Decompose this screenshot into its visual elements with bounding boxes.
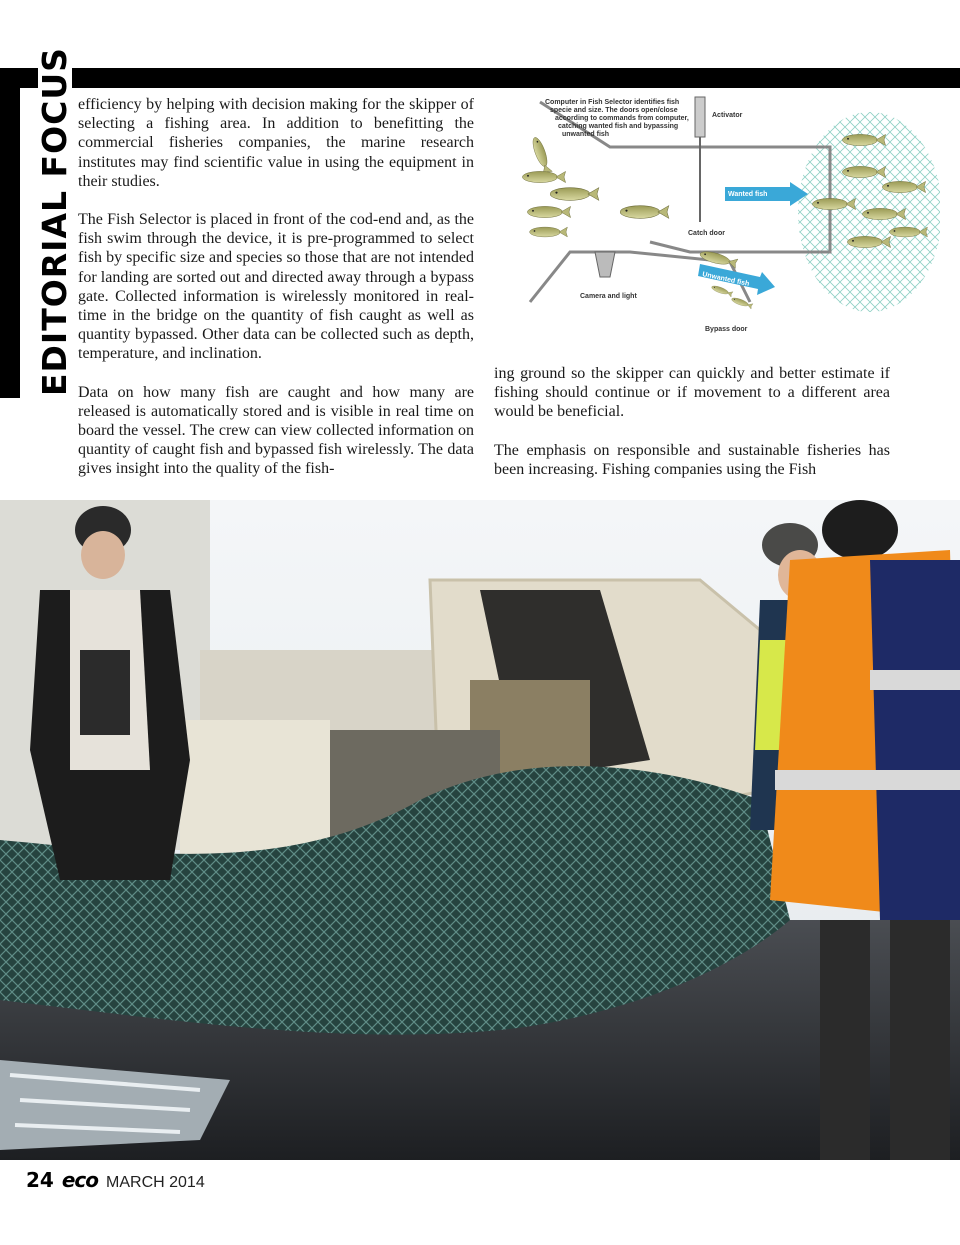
page-footer: [26, 1168, 205, 1198]
diagram-caption-line: unwanted fish: [562, 131, 610, 138]
diagram-caption-line: specie and size. The doors open/close: [550, 107, 678, 114]
paragraph: ing ground so the skipper can quickly and better estimate if fishing should continue or if movement to a different area would be beneficial.: [494, 365, 890, 421]
deck-photo: [0, 500, 960, 1160]
bypass-door-label: Bypass door: [705, 326, 748, 333]
paragraph: The emphasis on responsible and sustainable fisheries has been increasing. Fishing companies using the Fish: [494, 441, 890, 478]
section-label: EDITORIAL FOCUS: [38, 43, 72, 400]
paragraph: Data on how many fish are caught and how many are released is automatically stored and is visible in real time on board the vessel. The crew can view collected information on quantity of caught fish and bypassed fish wirelessly. The data gives insight into the quality of the fish-: [78, 383, 474, 478]
unwanted-fish-label: Unwanted fish: [701, 271, 750, 288]
catch-door-label: Catch door: [688, 230, 725, 237]
camera-light-label: Camera and light: [580, 293, 637, 300]
diagram-caption-line: according to commands from computer,: [555, 115, 689, 122]
paragraph: efficiency by helping with decision making for the skipper of selecting a fishing area. In addition to benefitting the commercial fisheries companies, the marine research institutes may find scientific value in using the equipment in their studies.: [78, 96, 474, 190]
activator-label: Activator: [712, 112, 743, 119]
issue-date: MARCH 2014: [106, 1174, 205, 1191]
paragraph: The Fish Selector is placed in front of the cod-end and, as the fish swim through the device, it is pre-programmed to select fish by specific size and species so those that are not intended for landing are sorted out and directed away through a bypass gate. Collected information is wirelessly monitored in real-time in the bridge on the quantity of fish caught as well as quantity bypassed. Other data can be collected such as depth, temperature, and inclination.: [78, 211, 474, 363]
header-rule: [0, 68, 960, 88]
wanted-fish-label: Wanted fish: [728, 191, 768, 198]
magazine-logo: eco: [61, 1168, 99, 1192]
right-column: [494, 364, 890, 498]
left-column: [78, 95, 474, 498]
diagram-caption-line: Computer in Fish Selector identifies fish: [545, 99, 680, 106]
section-tab: [0, 68, 20, 398]
fish-selector-diagram: [510, 92, 940, 342]
page-number: 24: [26, 1168, 54, 1192]
diagram-caption-line: catching wanted fish and bypassing: [558, 123, 679, 130]
